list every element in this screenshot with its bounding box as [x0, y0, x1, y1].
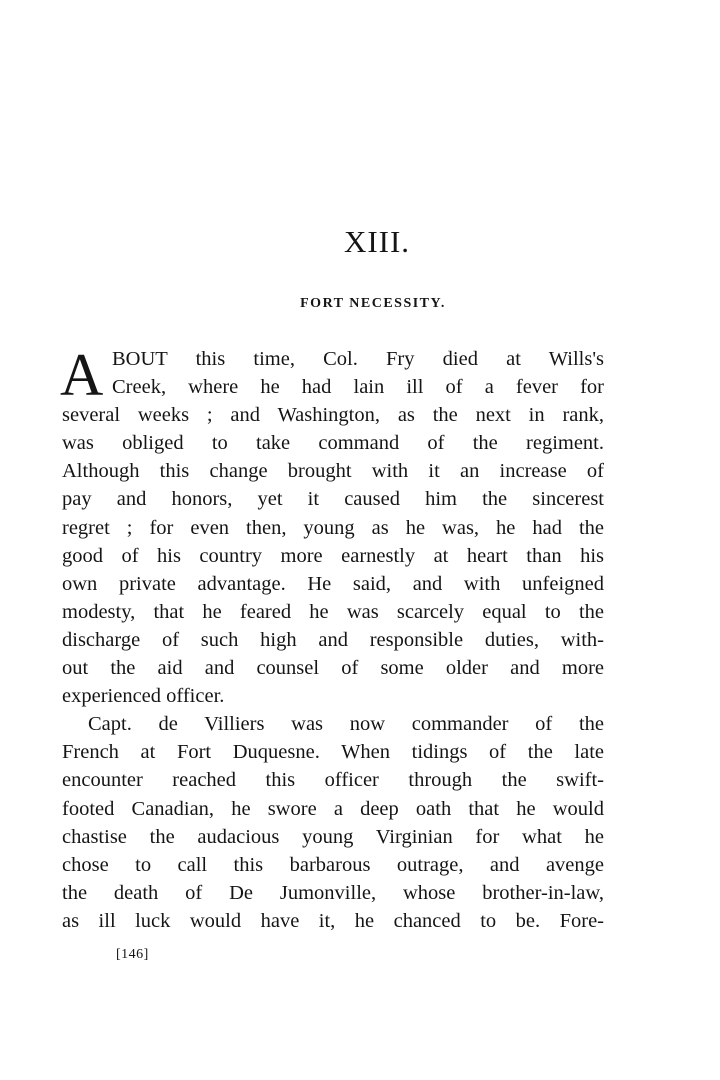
text-line: encounter reached this officer through the swift- — [62, 769, 604, 792]
text-line: good of his country more earnestly at heart than his — [62, 544, 604, 567]
chapter-number: XIII. — [343, 224, 411, 259]
drop-cap: A — [60, 342, 104, 408]
chapter-title: FORT NECESSITY. — [300, 296, 446, 311]
text-line: as ill luck would have it, he chanced to be. Fore- — [62, 909, 604, 932]
text-line: was obliged to take command of the regiment. — [62, 432, 604, 455]
text-line: Creek, where he had lain ill of a fever for — [112, 376, 604, 399]
text-line: BOUT this time, Col. Fry died at Wills's — [112, 348, 604, 370]
text-line: several weeks ; and Washington, as the next in rank, — [62, 404, 604, 427]
text-line: pay and honors, yet it caused him the sincerest — [62, 488, 604, 511]
body-text — [60, 342, 604, 935]
text-line: out the aid and counsel of some older and more — [62, 657, 604, 680]
text-line: Capt. de Villiers was now commander of the — [88, 713, 604, 736]
text-line: regret ; for even then, young as he was, he had the — [62, 516, 604, 539]
text-line: chose to call this barbarous outrage, and avenge — [62, 853, 604, 876]
text-line: experienced officer. — [62, 685, 225, 708]
text-line: footed Canadian, he swore a deep oath that he would — [62, 797, 604, 820]
text-line: Although this change brought with it an increase of — [62, 460, 604, 483]
paragraph-1 — [60, 342, 604, 710]
text-line: the death of De Jumonville, whose brother-in-law, — [62, 881, 604, 904]
text-line: chastise the audacious young Virginian for what he — [62, 825, 604, 848]
text-line: modesty, that he feared he was scarcely equal to the — [62, 600, 604, 623]
page-number: [146] — [116, 947, 149, 962]
text-line: discharge of such high and responsible duties, with- — [62, 628, 604, 651]
paragraph-2 — [62, 710, 604, 935]
text-line: own private advantage. He said, and with unfeigned — [62, 572, 604, 595]
text-line: French at Fort Duquesne. When tidings of the late — [62, 741, 604, 764]
